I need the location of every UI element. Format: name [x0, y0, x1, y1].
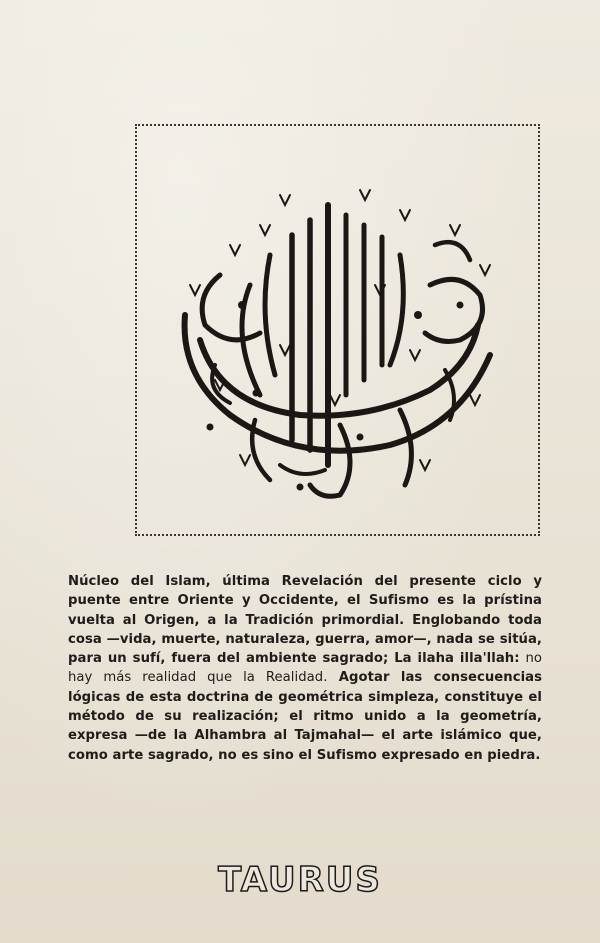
description-part-2: no hay más realidad que la Realidad.: [68, 651, 542, 686]
publisher-logo: TAURUS: [218, 860, 382, 900]
back-cover-description: [68, 572, 542, 765]
arabic-calligraphy-emblem: [160, 165, 510, 505]
description-part-3: Agotar las consecuencias lógicas de esta doctrina de geométrica simpleza, constituye el método de su realización; el ritmo unido a la geometría, expresa —de la Alhambra al Tajmahal— el arte islámico que, como arte sagrado, no es sino el Sufismo expresado en piedra.: [68, 670, 542, 763]
description-part-1: Núcleo del Islam, última Revelación del presente ciclo y puente entre Oriente y Occidente, el Sufismo es la prístina vuelta al Origen, a la Tradición primordial. Englobando toda cosa —vida, muerte, naturaleza, guerra, amor—, nada se sitúa, para un sufí, fuera del ambiente sagrado; La ilaha illa'llah:: [68, 574, 542, 667]
